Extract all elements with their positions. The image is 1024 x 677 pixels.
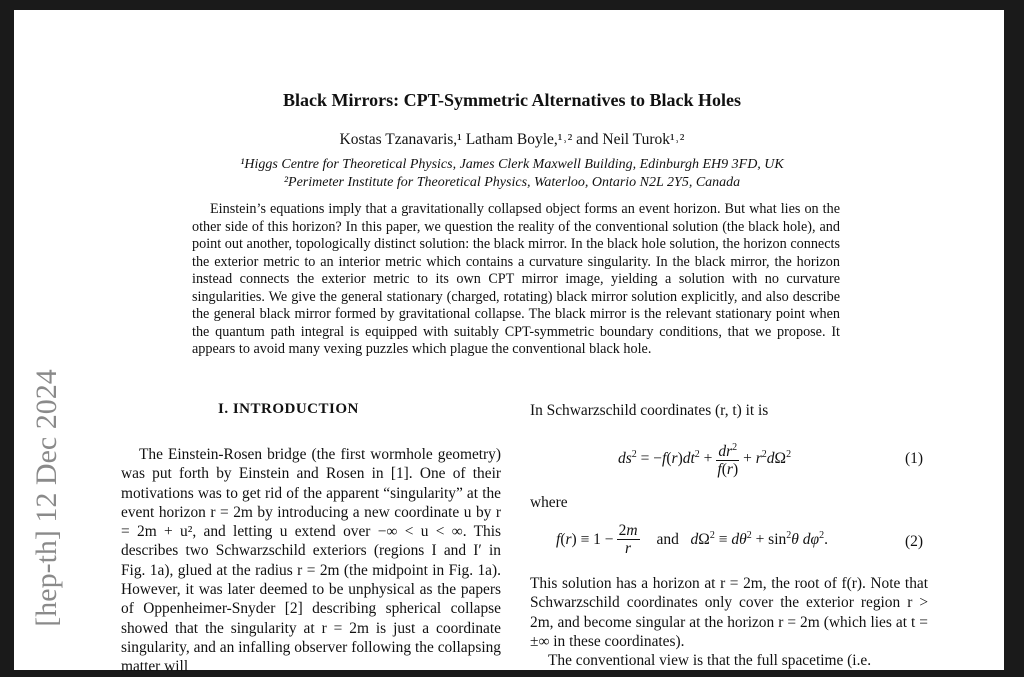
paper-title: Black Mirrors: CPT-Symmetric Alternatives to Black Holes — [283, 90, 741, 110]
affiliation-2: ²Perimeter Institute for Theoretical Physics, Waterloo, Ontario N2L 2Y5, Canada — [283, 175, 741, 190]
where-label: where — [530, 494, 568, 511]
equation-2-number: (2) — [905, 533, 924, 550]
equation-2: f(r) ≡ 1 − $\frac{2m}{r}$ and $d\Omega^2 \equiv d\theta^2 + \sin^2\theta$ $d\varphi^2$. — [556, 522, 828, 557]
arxiv-stamp — [12, 350, 82, 645]
equation-1-number: (1) — [905, 450, 924, 467]
abstract — [192, 201, 840, 359]
affiliation-1: ¹Higgs Centre for Theoretical Physics, James Clerk Maxwell Building, Edinburgh EH9 3FD, UK — [240, 157, 784, 172]
arxiv-stamp-text: [hep-th] 12 Dec 2024 — [30, 368, 63, 627]
equation-1: $ds^2 = -f(r)dt^2$ + $\frac{dr^2}{f(r)}$ + $r^2d\Omega^2$ — [618, 439, 791, 478]
abstract-text: Einstein’s equations imply that a gravitationally collapsed object forms an event horizon. But what lies on the other side of this horizon? In this paper, we question the reality of the conventional solution (the black hole), and point out another, topologically distinct solution: the black mirror. In the black hole solution, the horizon connects the exterior metric to an interior metric which contains a curvature singularity. In the black mirror, the horizon instead connects the exterior metric to its own CPT mirror image, yielding a solution with no curvature singularities. We give the general stationary (charged, rotating) black mirror solution explicitly, and also describe the general black mirror formed by gravitational collapse. The black mirror is the relevant stationary point when the quantum path integral is equipped with suitably CPT-symmetric boundary conditions, that we propose. It appears to avoid many vexing puzzles which plague the conventional black hole. — [192, 201, 840, 357]
author-list: Kostas Tzanavaris,¹ Latham Boyle,¹˒² and Neil Turok¹˒² — [339, 131, 685, 148]
intro-paragraph: The Einstein-Rosen bridge (the first wormhole geometry) was put forth by Einstein and Rosen in [1]. One of their motivations was to get rid of the apparent “singularity” at the event horizon r = 2m by introducing a new coordinate u by r = 2m + u², and letting u extend over −∞ < u < ∞. This describes two Schwarzschild exteriors (regions I and I′ in Fig. 1a), glued at the radius r = 2m (the midpoint in Fig. 1a). However, it was later deemed to be unphysical as the papers of Oppenheimer-Snyder [2] describing spherical collapse showed that the singularity at r = 2m is just a coordinate singularity, and an infalling observer following the collapsing matter will — [121, 446, 501, 676]
right-paragraph: This solution has a horizon at r = 2m, the root of f(r). Note that Schwarzschild coordinates only cover the exterior region r > 2m, and become singular at the horizon r = 2m (which lies at t = ±∞ in these coordinates). — [530, 575, 928, 650]
right-trailing-line: The conventional view is that the full spacetime (i.e. — [548, 652, 872, 669]
section-heading: I. INTRODUCTION — [218, 401, 359, 417]
intro-column — [121, 445, 501, 677]
right-intro: In Schwarzschild coordinates (r, t) it is — [530, 402, 769, 419]
